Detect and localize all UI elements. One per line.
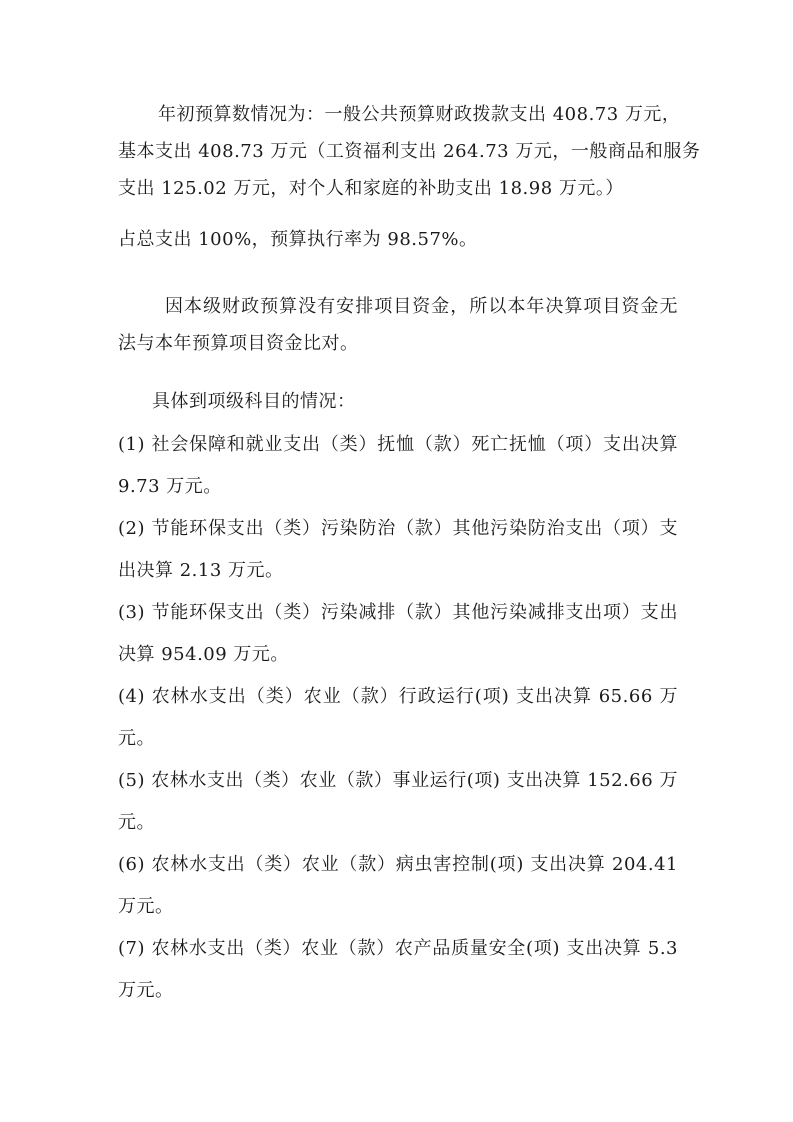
list-item-3-line-2: 决算 954.09 万元。 bbox=[118, 644, 289, 665]
list-item-6-line-1: (6) 农林水支出（类）农业（款）病虫害控制(项) 支出决算 204.41 bbox=[118, 854, 678, 875]
budget-paragraph-line-2: 基本支出 408.73 万元（工资福利支出 264.73 万元，一般商品和服务 bbox=[118, 141, 701, 162]
project-funds-paragraph-line-2: 法与本年预算项目资金比对。 bbox=[118, 333, 359, 354]
list-item-6-line-2: 万元。 bbox=[118, 896, 174, 917]
list-item-3-line-1: (3) 节能环保支出（类）污染减排（款）其他污染减排支出项）支出 bbox=[118, 602, 678, 623]
list-item-4-line-2: 元。 bbox=[118, 728, 155, 749]
list-item-7-line-2: 万元。 bbox=[118, 980, 174, 1001]
project-funds-paragraph-line-1: 因本级财政预算没有安排项目资金，所以本年决算项目资金无 bbox=[165, 296, 678, 317]
budget-paragraph-line-1: 年初预算数情况为：一般公共预算财政拨款支出 408.73 万元， bbox=[158, 104, 681, 125]
list-item-1-line-1: (1) 社会保障和就业支出（类）抚恤（款）死亡抚恤（项）支出决算 bbox=[118, 434, 678, 455]
list-item-2-line-2: 出决算 2.13 万元。 bbox=[118, 560, 284, 581]
execution-rate-paragraph: 占总支出 100%，预算执行率为 98.57%。 bbox=[118, 229, 478, 250]
list-item-5-line-1: (5) 农林水支出（类）农业（款）事业运行(项) 支出决算 152.66 万 bbox=[118, 770, 678, 791]
list-item-5-line-2: 元。 bbox=[118, 812, 155, 833]
list-item-7-line-1: (7) 农林水支出（类）农业（款）农产品质量安全(项) 支出决算 5.3 bbox=[118, 938, 678, 959]
list-item-4-line-1: (4) 农林水支出（类）农业（款）行政运行(项) 支出决算 65.66 万 bbox=[118, 686, 678, 707]
list-item-2-line-1: (2) 节能环保支出（类）污染防治（款）其他污染防治支出（项）支 bbox=[118, 518, 678, 539]
list-item-1-line-2: 9.73 万元。 bbox=[118, 476, 222, 497]
budget-paragraph-line-3: 支出 125.02 万元，对个人和家庭的补助支出 18.98 万元。） bbox=[118, 178, 624, 199]
items-heading: 具体到项级科目的情况： bbox=[152, 391, 356, 412]
